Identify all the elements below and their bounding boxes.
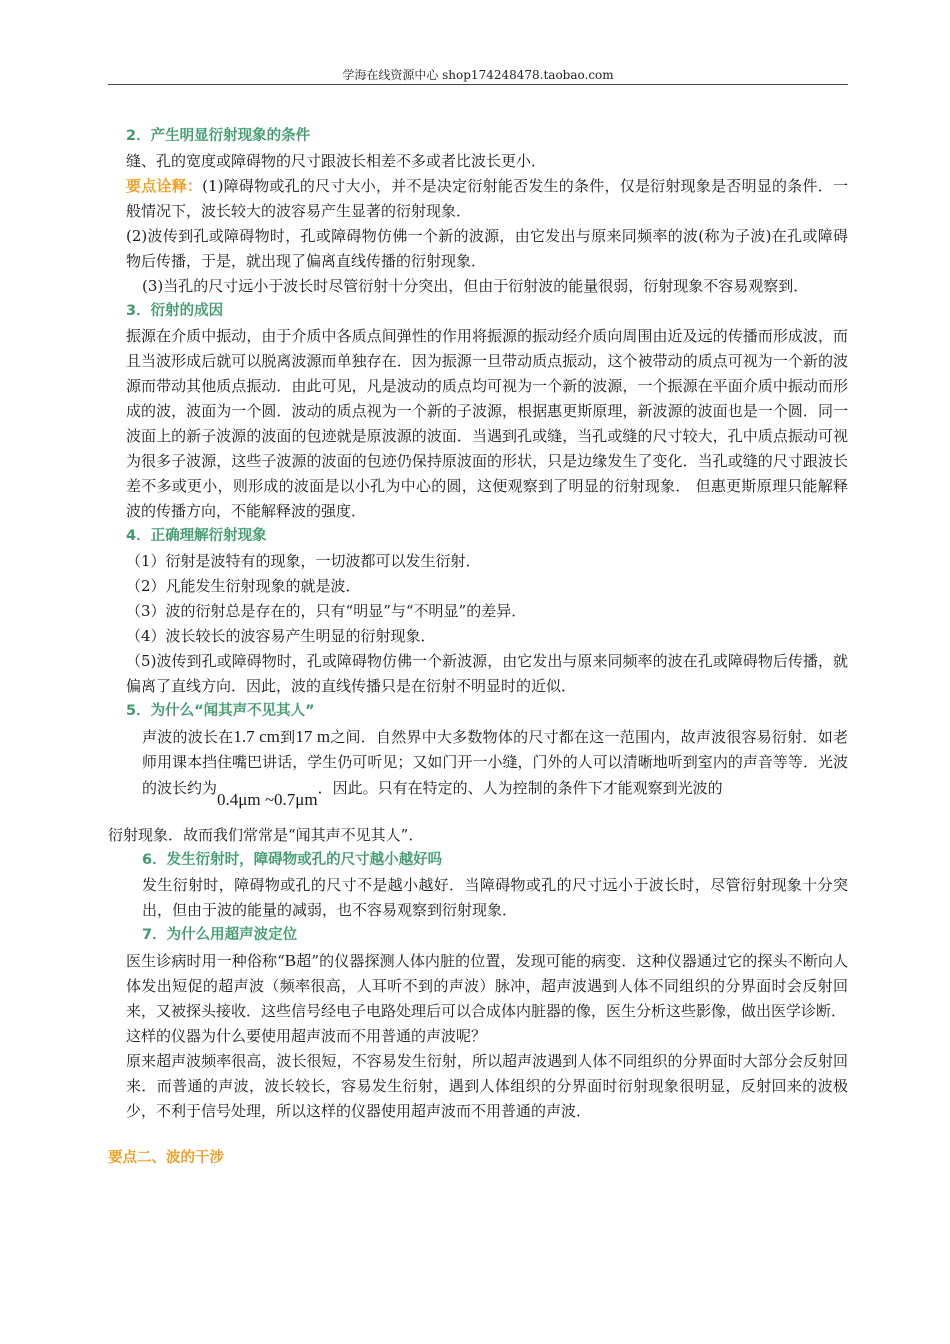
document-body	[108, 124, 848, 1171]
heading-3-diffraction-causes: 3．衍射的成因	[126, 303, 224, 319]
paragraph-sound-conclusion: 衍射现象．故而我们常常是“闻其声不见其人”．	[108, 826, 424, 844]
text-run: ．因此。只有在特定的、人为控制的条件下才能观察到光波的	[317, 779, 723, 797]
list-item-4: （4）波长较长的波容易产生明显的衍射现象．	[126, 627, 436, 645]
math-b: B	[284, 951, 297, 970]
heading-6-obstacle-size: 6．发生衍射时，障碍物或孔的尺寸越小越好吗	[142, 852, 443, 868]
text-run: 之间．自然界中大多数物体的尺寸都在这一范围内，故声波很容易衍射．如老师用课本挡住嘴巴讲话，学生仍可听见；又如门开一小缝，门外的人可以清晰地听到室内的声音等等．光波的波长约为	[142, 728, 848, 797]
list-item-2: （2）凡能发生衍射现象的就是波．	[126, 577, 361, 595]
math-light-wavelength: 0.4μm ~0.7μm	[217, 790, 318, 809]
section-heading-interference: 要点二、波的干涉	[108, 1150, 224, 1166]
paragraph-note-1	[108, 174, 848, 224]
heading-2-diffraction-conditions: 2．产生明显衍射现象的条件	[126, 128, 311, 144]
text-run: 医生诊病时用一种俗称“	[126, 952, 285, 970]
note-label: 要点诠释：	[126, 177, 203, 195]
list-item-5: （5)波传到孔或障碍物时，孔或障碍物仿佛一个新波源，由它发出与原来同频率的波在孔或障碍物后传播，就偏离了直线方向．因此，波的直线传播只是在衍射不明显时的近似．	[126, 652, 848, 695]
math-sound-min: 1.7 cm	[233, 727, 280, 746]
list-item-1: （1）衍射是波特有的现象，一切波都可以发生衍射．	[126, 552, 481, 570]
list-item-3: （3）波的衍射总是存在的，只有“明显”与“不明显”的差异．	[126, 602, 527, 620]
heading-7-ultrasound: 7．为什么用超声波定位	[142, 927, 298, 943]
paragraph-note-3: (3)当孔的尺寸远小于波长时尽管衍射十分突出，但由于衍射波的能量很弱，衍射现象不容易观察到．	[142, 277, 809, 295]
paragraph-ultrasound-2: 这样的仪器为什么要使用超声波而不用普通的声波呢？	[126, 1027, 487, 1045]
paragraph-conditions: 缝、孔的宽度或障碍物的尺寸跟波长相差不多或者比波长更小．	[126, 152, 547, 170]
paragraph-sound-wavelength	[108, 724, 848, 809]
math-sound-max: 17 m	[295, 727, 331, 746]
page-header: 学海在线资源中心 shop174248478.taobao.com	[342, 68, 614, 82]
heading-4-understanding-diffraction: 4．正确理解衍射现象	[126, 528, 267, 544]
header-divider	[108, 84, 848, 85]
text-run: 声波的波长在	[142, 728, 234, 746]
text-run: 超”的仪器探测人体内脏的位置，发现可能的病变．这种仪器通过它的探头不断向人体发出短促的超声波（频率很高，人耳听不到的声波）脉冲，超声波遇到人体不同组织的分界面时会反射回来，又被探头接收．这些信号经电子电路处理后可以合成体内脏器的像，医生分析这些影像，做出医学诊断．	[126, 952, 848, 1020]
heading-5-hear-not-see: 5．为什么“闻其声不见其人”	[126, 703, 315, 719]
note-1-text: (1)障碍物或孔的尺寸大小，并不是决定衍射能否发生的条件，仅是衍射现象是否明显的条件．一般情况下，波长较大的波容易产生显著的衍射现象．	[126, 177, 848, 220]
paragraph-obstacle-size: 发生衍射时，障碍物或孔的尺寸不是越小越好．当障碍物或孔的尺寸远小于波长时，尽管衍射现象十分突出，但由于波的能量的减弱，也不容易观察到衍射现象．	[142, 876, 848, 919]
paragraph-ultrasound-1	[108, 948, 848, 1024]
paragraph-note-2: (2)波传到孔或障碍物时，孔或障碍物仿佛一个新的波源，由它发出与原来同频率的波(称为子波)在孔或障碍物后传播，于是，就出现了偏离直线传播的衍射现象．	[126, 227, 848, 270]
paragraph-causes: 振源在介质中振动，由于介质中各质点间弹性的作用将振源的振动经介质向周围由近及远的传播而形成波，而且当波形成后就可以脱离波源而单独存在．因为振源一旦带动质点振动，这个被带动的质点可视为一个新的波源而带动其他质点振动．由此可见，凡是波动的质点均可视为一个新的波源，一个振源在平面介质中振动而形成的波，波面为一个圆．波动的质点视为一个新的子波源，根据惠更斯原理，新波源的波面也是一个圆．同一波面上的新子波源的波面的包迹就是原波源的波面．当遇到孔或缝，当孔或缝的尺寸较大，孔中质点振动可视为很多子波源，这些子波源的波面的包迹仍保持原波面的形状，只是边缘发生了变化．当孔或缝的尺寸跟波长差不多或更小，则形成的波面是以小孔为中心的圆，这便观察到了明显的衍射现象． 但惠更斯原理只能解释波的传播方向，不能解释波的强度．	[126, 327, 848, 520]
paragraph-ultrasound-3: 原来超声波频率很高，波长很短，不容易发生衍射，所以超声波遇到人体不同组织的分界面时大部分会反射回来．而普通的声波，波长较长，容易发生衍射，遇到人体组织的分界面时衍射现象很明显，反射回来的波极少，不利于信号处理，所以这样的仪器使用超声波而不用普通的声波．	[126, 1052, 848, 1120]
text-run: 到	[279, 728, 296, 746]
